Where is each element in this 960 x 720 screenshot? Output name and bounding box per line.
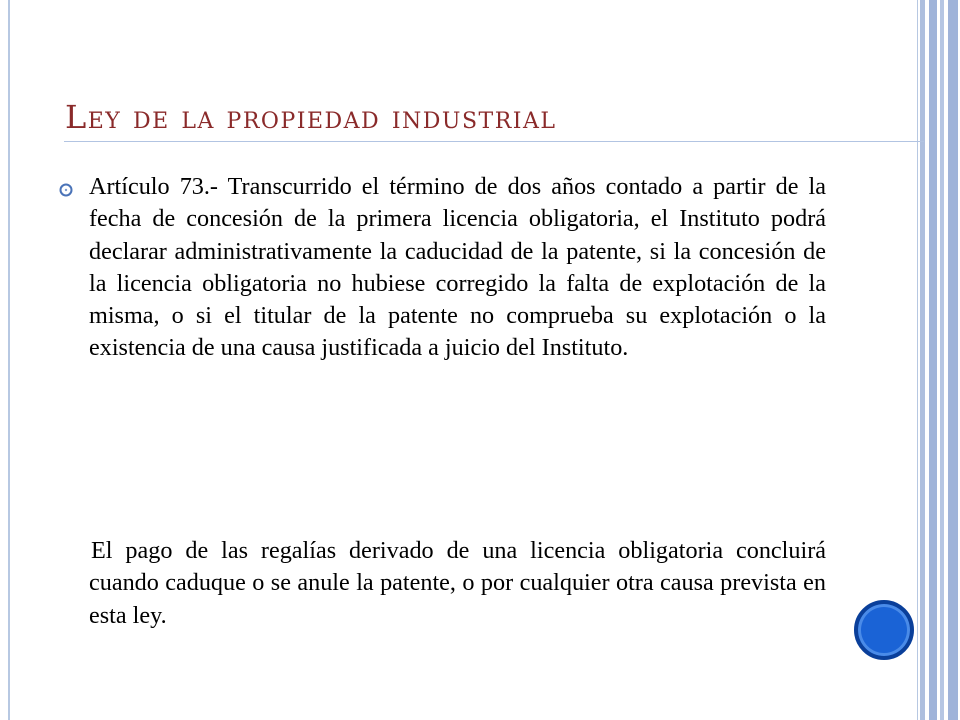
stripe bbox=[948, 0, 958, 720]
article-paragraph: Artículo 73.- Transcurrido el término de dos años contado a partir de la fecha de concesión de la primera licencia obligatoria, el Instituto podrá declarar administrativamente la caducidad de la patente, si la concesión de la licencia obligatoria no hubiese corregido la falta de explotación de la misma, o si el titular de la patente no comprueba su explotación o la existencia de una causa justificada a juicio del Instituto. bbox=[89, 173, 826, 362]
circle-bullet-icon bbox=[58, 182, 74, 198]
title-divider bbox=[64, 141, 924, 142]
stripe bbox=[920, 0, 925, 720]
circle-button-icon[interactable] bbox=[854, 600, 914, 660]
stripe bbox=[940, 0, 944, 720]
slide-title: Ley de la propiedad industrial bbox=[65, 98, 557, 136]
decorative-stripes bbox=[918, 0, 960, 720]
stripe bbox=[929, 0, 937, 720]
article-paragraph-2: El pago de las regalías derivado de una licencia obligatoria concluirá cuando caduque o se anule la patente, o por cualquier otra causa prevista en esta ley. bbox=[89, 537, 826, 629]
